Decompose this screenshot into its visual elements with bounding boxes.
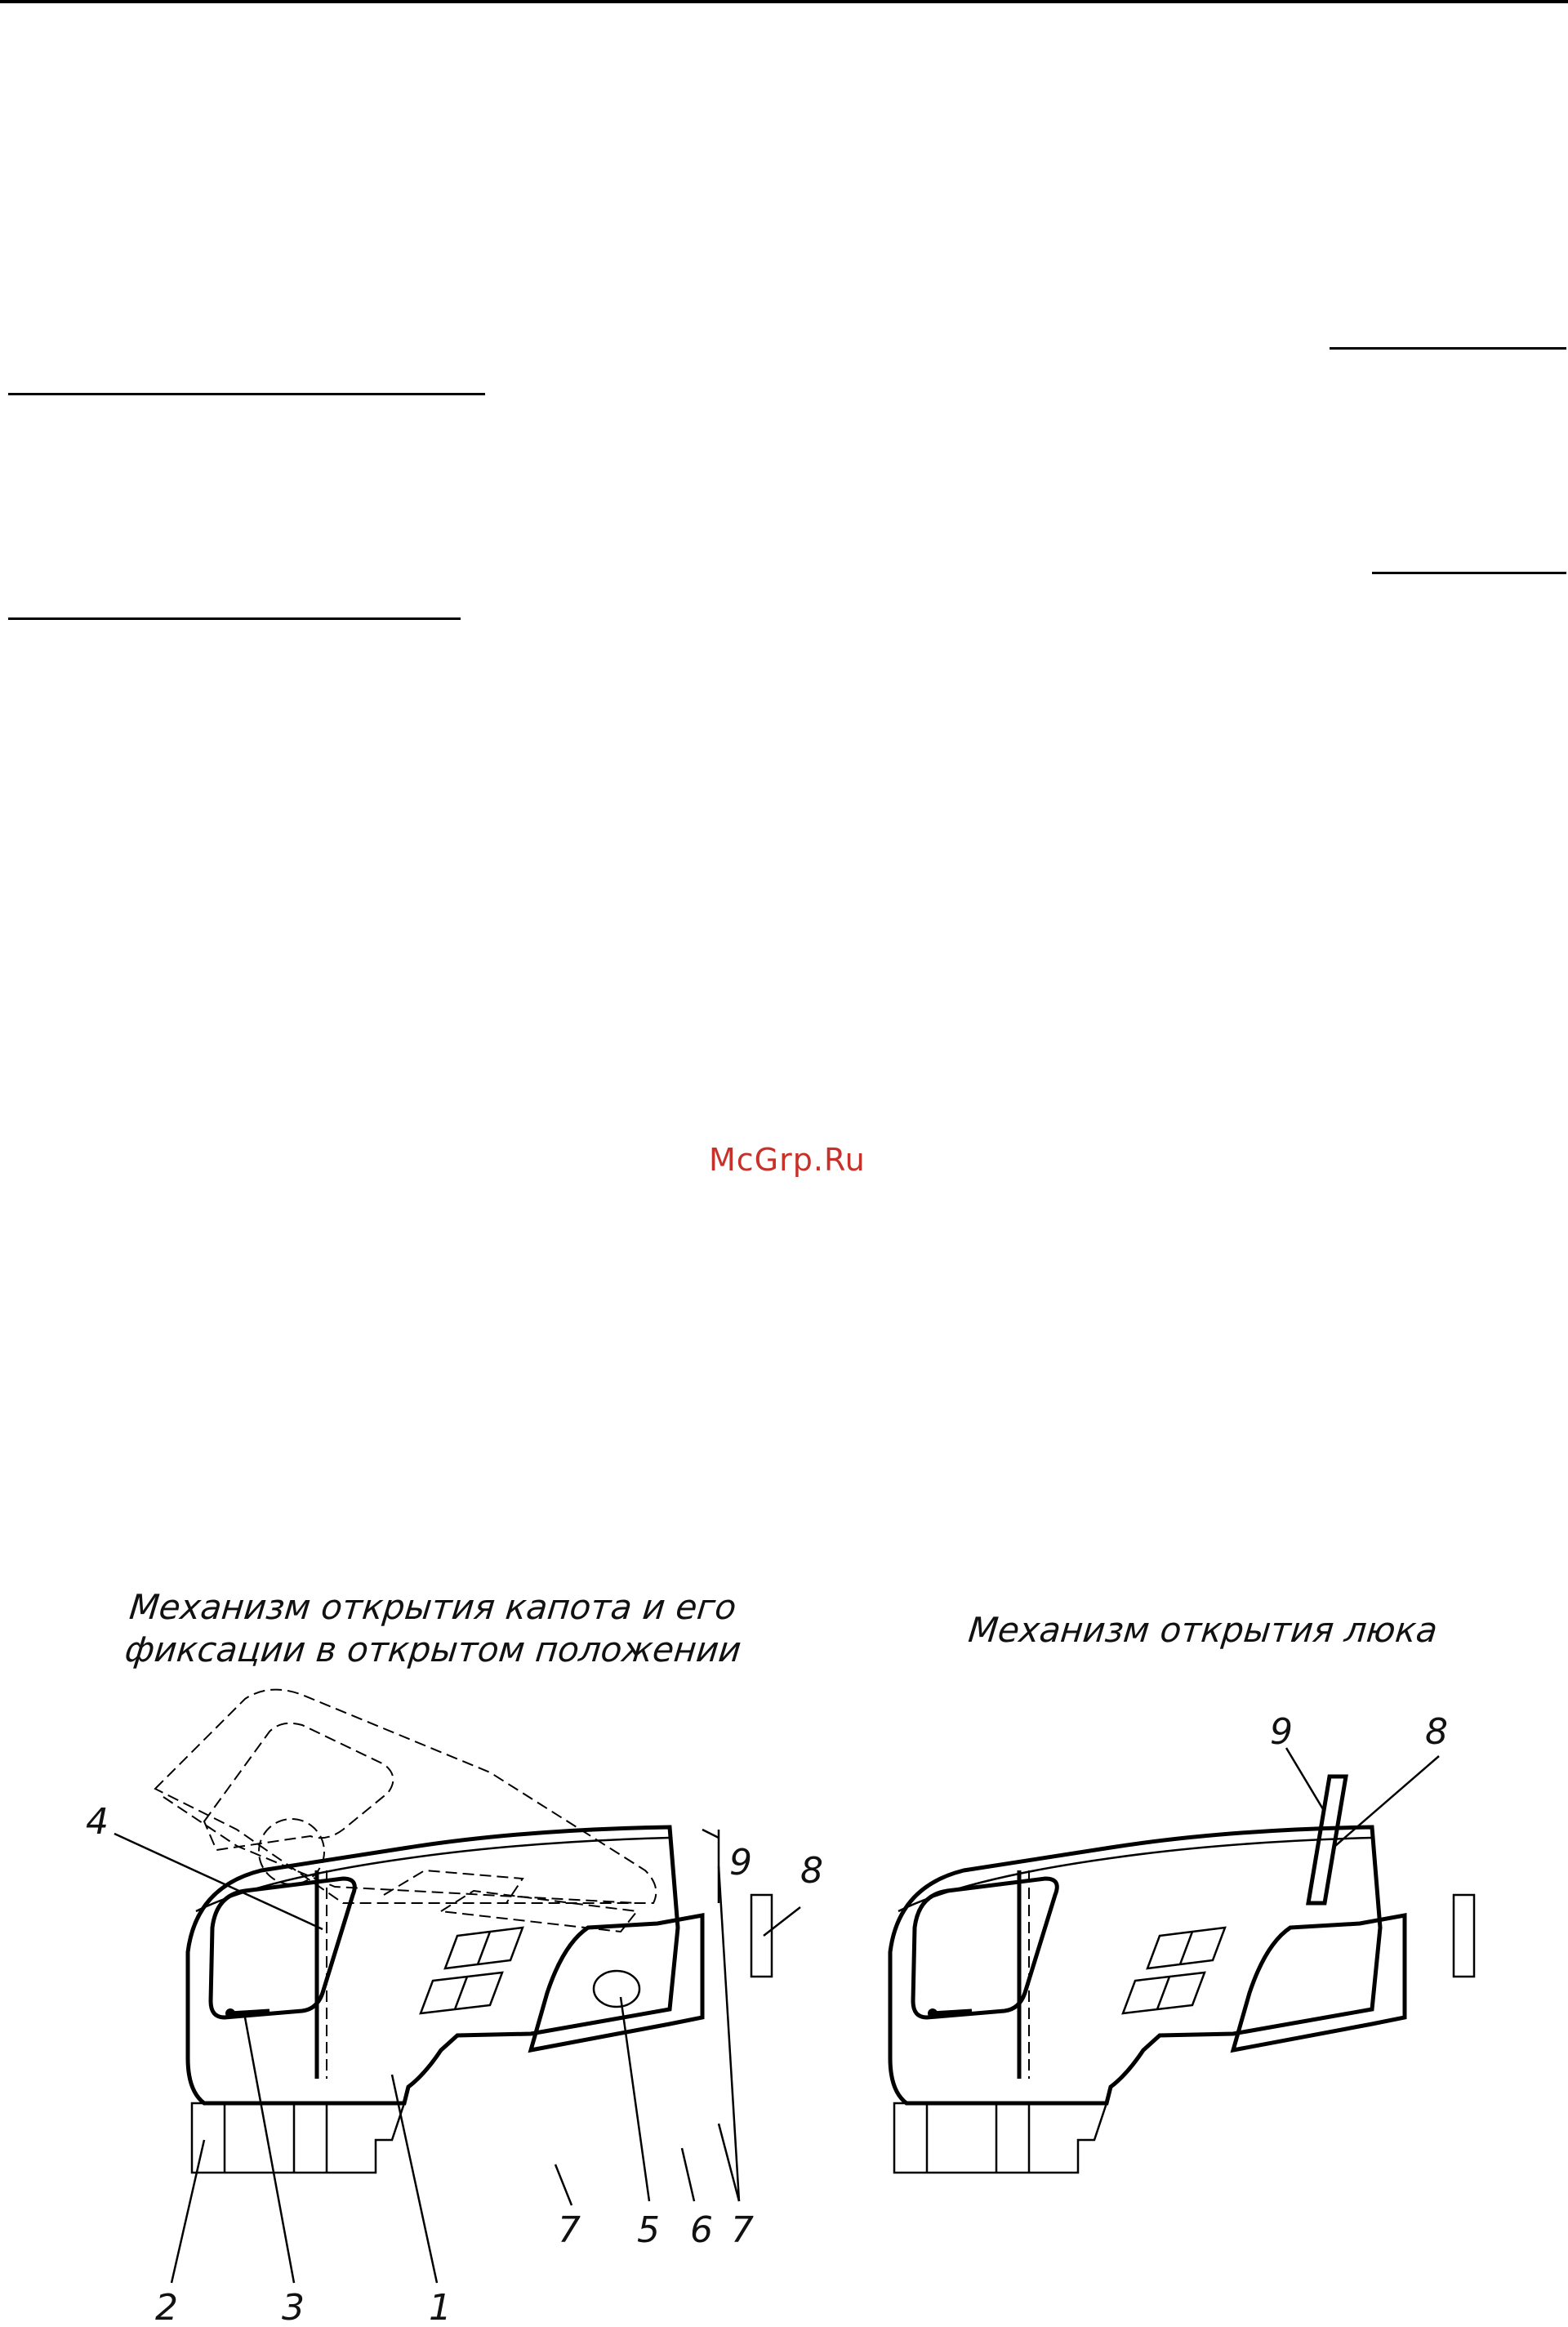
caption-hatch-mechanism: Механизм открытия люка [966,1610,1440,1650]
left-hood-assembly [86,1690,823,2327]
hatch-front-grille [913,1879,1057,2017]
callout-2: 2 [155,2287,178,2327]
callout-5: 5 [637,2209,660,2251]
leader-6 [682,2148,694,2201]
caption-hood-line2: фиксации в открытом положении [122,1629,743,1669]
leader-1 [392,2075,437,2283]
leader-2 [172,2140,204,2283]
callout-8-right: 8 [1425,1711,1448,1753]
leader-9-right [1286,1748,1323,1809]
rear-bracket [751,1895,772,1977]
right-hatch-assembly [890,1711,1474,2173]
hatch-rear-bracket [1454,1895,1474,1977]
open-hood-outline [155,1690,656,1903]
front-grille [211,1879,354,2017]
oval-plate [594,1971,639,2007]
callout-9: 9 [729,1842,752,1883]
hood-body [188,1827,678,2103]
leader-7a [555,2164,572,2205]
callout-9-right: 9 [1270,1711,1293,1753]
leader-4 [114,1834,323,1929]
caption-hood-line1: Механизм открытия капота и его [127,1587,738,1627]
watermark: McGrp.Ru [709,1142,866,1178]
callout-7-right: 7 [731,2209,754,2251]
leader-8 [764,1907,800,1936]
leader-8-right [1335,1756,1439,1846]
callout-7-left: 7 [558,2209,581,2251]
callout-6: 6 [690,2209,713,2251]
callout-8: 8 [800,1850,823,1892]
callout-4: 4 [86,1801,109,1843]
callout-3: 3 [282,2287,305,2327]
leader-7b [719,1866,739,2201]
open-hood-inner [204,1723,393,1850]
handle-knob [225,2008,235,2018]
callout-1: 1 [429,2287,452,2327]
handle [230,2011,270,2013]
hatch-hood-body [890,1827,1380,2103]
hood-top-edge [196,1838,670,1911]
leader-3 [245,2017,294,2283]
hatch-hood-top-edge [898,1838,1372,1911]
hatch-handle [933,2011,972,2013]
open-hood-vent [384,1870,523,1903]
